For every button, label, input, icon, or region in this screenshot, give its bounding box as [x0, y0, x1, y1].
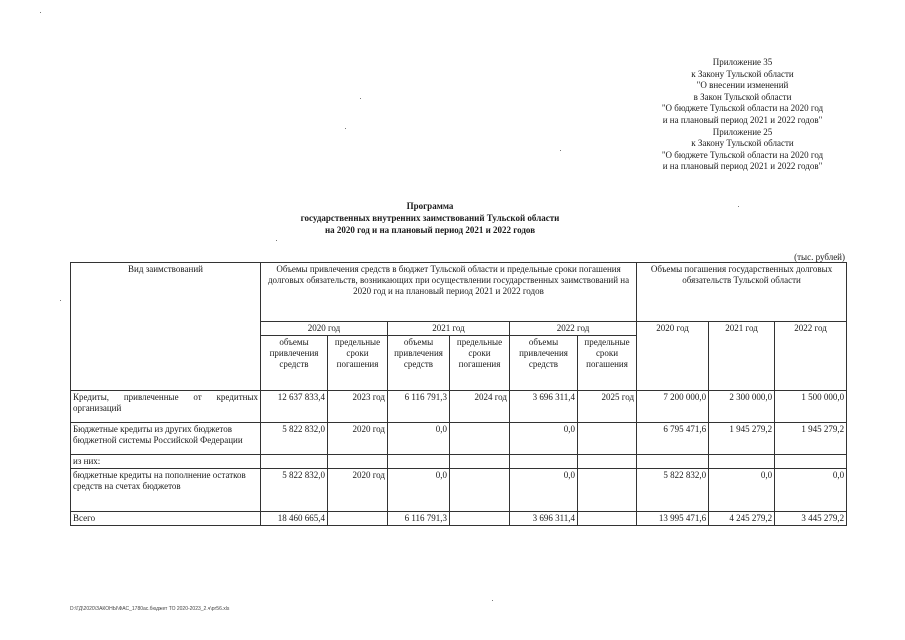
- cell-term-2020: 2020 год: [328, 423, 388, 455]
- subheader-volume: объемы привлечения средств: [510, 336, 578, 391]
- appendix-line: в Закон Тульской области: [693, 91, 792, 102]
- cell-term-2020: [328, 512, 388, 526]
- scan-speck: [360, 98, 361, 99]
- title-line-3: на 2020 год и на плановый период 2021 и 2022 годов: [324, 225, 536, 235]
- cell-term-2020: 2020 год: [328, 469, 388, 512]
- header-year-2021: 2021 год: [388, 322, 510, 336]
- cell-term-2022: [578, 423, 637, 455]
- cell-repay-2021: 0,0: [709, 469, 775, 512]
- table-row-total: [71, 512, 847, 526]
- appendix-line: и на плановый период 2021 и 2022 годов": [662, 114, 823, 125]
- cell-repay-2022: 0,0: [775, 469, 847, 512]
- scan-speck: [40, 12, 41, 13]
- file-path-footer: D:\ГД\2020\ЗАКОНЫ\ФАС_1780ас.бюджет ТО 2020-2023_2.ч\рг56.xls: [70, 606, 230, 612]
- title-line-1: Программа: [406, 201, 454, 211]
- appendix-line: "О внесении изменений: [696, 80, 789, 91]
- header-year-2020: 2020 год: [261, 322, 388, 336]
- empty-cell: [578, 455, 637, 469]
- subheader-volume: объемы привлечения средств: [261, 336, 328, 391]
- cell-repay-2022: 3 445 279,2: [775, 512, 847, 526]
- table-row: [71, 391, 847, 423]
- cell-volume-2021: 6 116 791,3: [388, 391, 450, 423]
- header-attraction: Объемы привлечения средств в бюджет Тульской области и предельные сроки погашения долговых обязательств, возникающих при осуществлении государственных заимствований на 2020 год и на плановый период 2021 и 2022 годов: [261, 263, 637, 322]
- cell-repay-2020: 6 795 471,6: [637, 423, 709, 455]
- scan-speck: [276, 240, 277, 241]
- table-row: [71, 423, 847, 455]
- cell-volume-2022: 0,0: [510, 423, 578, 455]
- cell-repay-2020: 5 822 832,0: [637, 469, 709, 512]
- appendix-line: Приложение 25: [712, 126, 773, 137]
- subheader-term: предельные сроки погашения: [328, 336, 388, 391]
- table-row: [71, 469, 847, 512]
- scan-speck: [60, 300, 61, 301]
- document-title: [180, 200, 680, 236]
- cell-volume-2020: 5 822 832,0: [261, 469, 328, 512]
- row-label: Бюджетные кредиты из других бюджетов бюджетной системы Российской Федерации: [71, 423, 261, 455]
- header-repay-2020: 2020 год: [637, 322, 709, 391]
- cell-volume-2021: 0,0: [388, 469, 450, 512]
- cell-volume-2020: 5 822 832,0: [261, 423, 328, 455]
- units-label: (тыс. рублей): [794, 252, 845, 262]
- cell-volume-2020: 12 637 833,4: [261, 391, 328, 423]
- empty-cell: [510, 455, 578, 469]
- subheader-volume: объемы привлечения средств: [388, 336, 450, 391]
- cell-repay-2022: 1 945 279,2: [775, 423, 847, 455]
- row-label: Кредиты, привлеченные от кредитных организаций: [71, 391, 261, 423]
- borrowing-program-table: [70, 262, 847, 526]
- subheader-term: предельные сроки погашения: [450, 336, 510, 391]
- appendix-line: и на плановый период 2021 и 2022 годов": [662, 161, 823, 172]
- scan-speck: [560, 150, 561, 151]
- cell-term-2021: [450, 469, 510, 512]
- cell-term-2022: [578, 512, 637, 526]
- empty-cell: [709, 455, 775, 469]
- appendix-line: к Закону Тульской области: [691, 68, 794, 79]
- empty-cell: [775, 455, 847, 469]
- appendix-line: "О бюджете Тульской области на 2020 год: [661, 149, 824, 160]
- cell-term-2021: [450, 512, 510, 526]
- cell-volume-2022: 3 696 311,4: [510, 391, 578, 423]
- scan-speck: [738, 206, 739, 207]
- cell-term-2020: 2023 год: [328, 391, 388, 423]
- cell-repay-2020: 7 200 000,0: [637, 391, 709, 423]
- cell-volume-2020: 18 460 665,4: [261, 512, 328, 526]
- empty-cell: [261, 455, 328, 469]
- cell-term-2022: [578, 469, 637, 512]
- row-label: Всего: [71, 512, 261, 526]
- cell-term-2021: 2024 год: [450, 391, 510, 423]
- cell-repay-2020: 13 995 471,6: [637, 512, 709, 526]
- cell-term-2022: 2025 год: [578, 391, 637, 423]
- appendix-line: "О бюджете Тульской области на 2020 год: [661, 103, 824, 114]
- header-repayment: Объемы погашения государственных долговых обязательств Тульской области: [637, 263, 847, 322]
- header-repay-2021: 2021 год: [709, 322, 775, 391]
- empty-cell: [637, 455, 709, 469]
- empty-cell: [328, 455, 388, 469]
- cell-term-2021: [450, 423, 510, 455]
- appendix-header: [640, 57, 845, 173]
- cell-volume-2022: 3 696 311,4: [510, 512, 578, 526]
- cell-repay-2021: 4 245 279,2: [709, 512, 775, 526]
- scan-speck: [345, 128, 346, 129]
- header-year-2022: 2022 год: [510, 322, 637, 336]
- scan-speck: [492, 600, 493, 601]
- cell-volume-2021: 6 116 791,3: [388, 512, 450, 526]
- empty-cell: [388, 455, 450, 469]
- cell-repay-2021: 1 945 279,2: [709, 423, 775, 455]
- row-label: бюджетные кредиты на пополнение остатков средств на счетах бюджетов: [71, 469, 261, 512]
- subheader-term: предельные сроки погашения: [578, 336, 637, 391]
- row-label: из них:: [71, 455, 261, 469]
- cell-repay-2022: 1 500 000,0: [775, 391, 847, 423]
- empty-cell: [450, 455, 510, 469]
- appendix-line: к Закону Тульской области: [691, 138, 794, 149]
- cell-repay-2021: 2 300 000,0: [709, 391, 775, 423]
- table-row: [71, 455, 847, 469]
- cell-volume-2022: 0,0: [510, 469, 578, 512]
- appendix-line: Приложение 35: [712, 57, 773, 67]
- header-repay-2022: 2022 год: [775, 322, 847, 391]
- cell-volume-2021: 0,0: [388, 423, 450, 455]
- title-line-2: государственных внутренних заимствований Тульской области: [300, 213, 560, 223]
- header-borrowing-type: Вид заимствований: [71, 263, 261, 391]
